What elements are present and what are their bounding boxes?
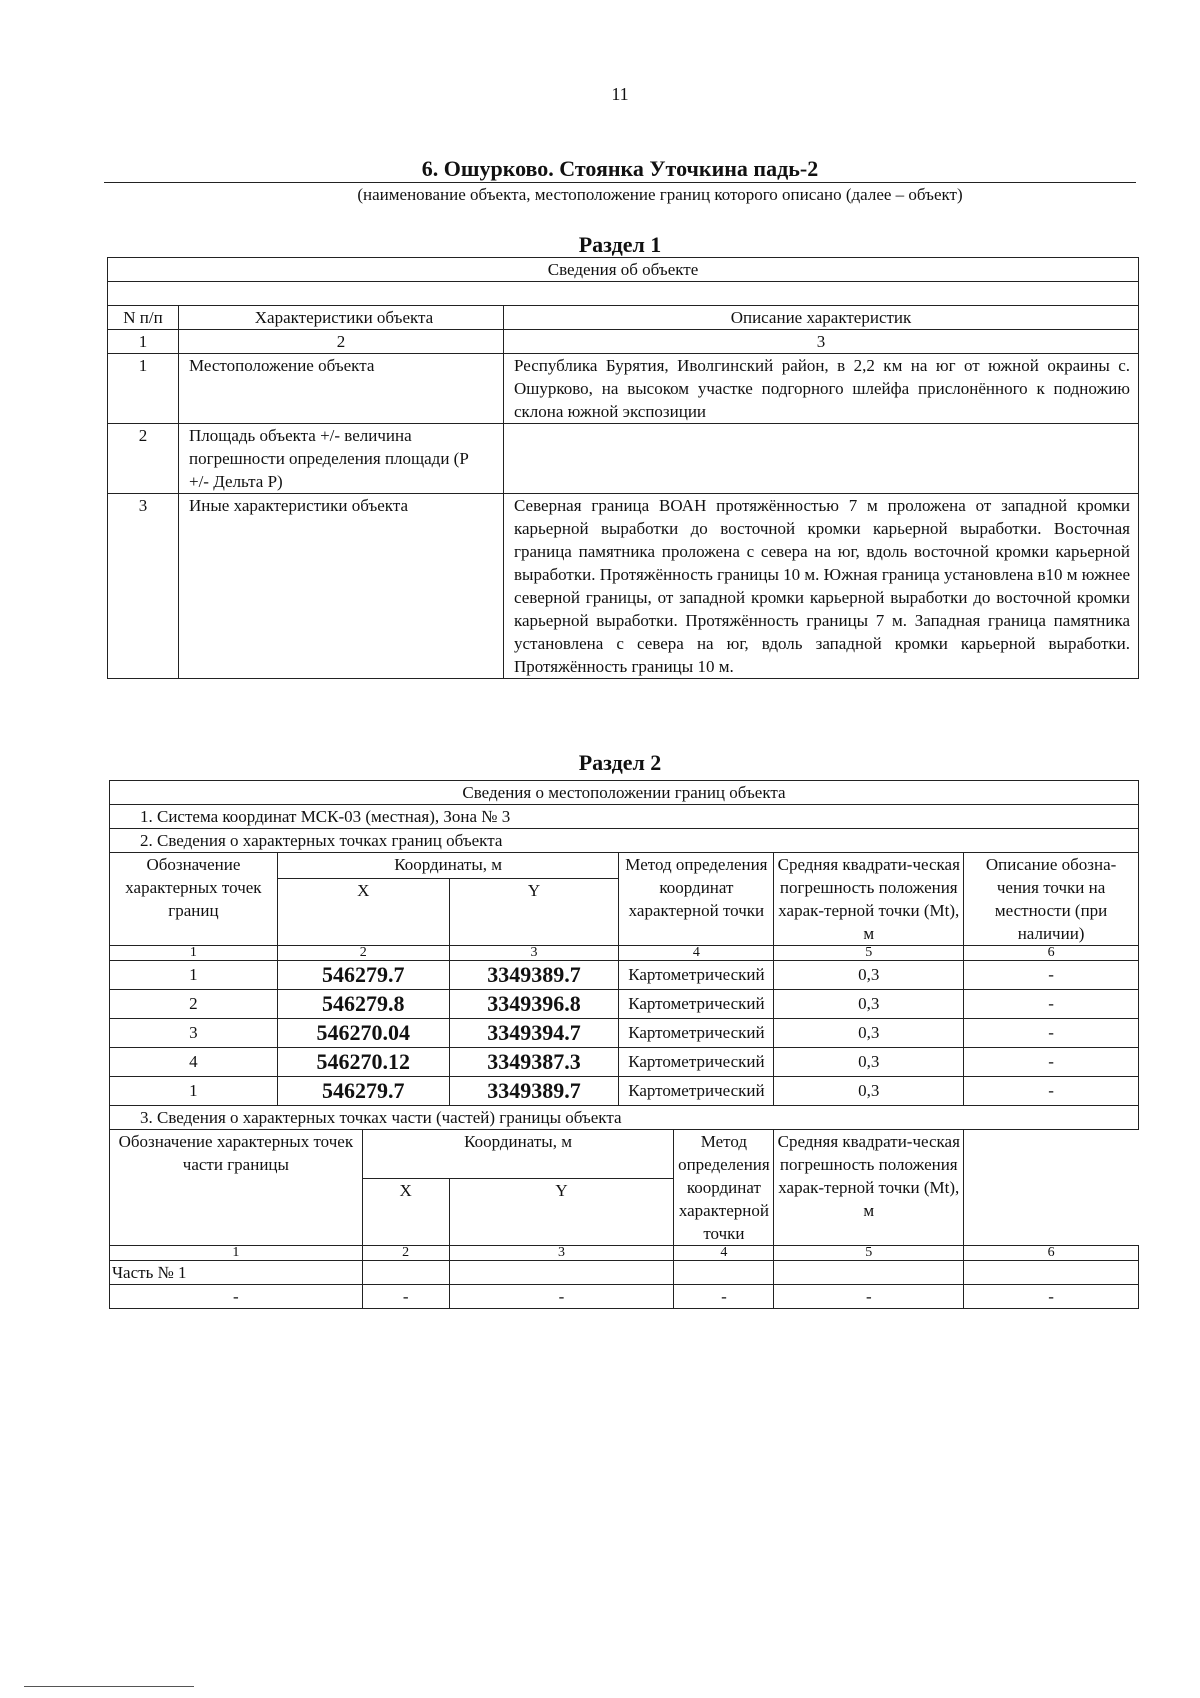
header-characteristic: Характеристики объекта — [179, 306, 504, 330]
point-id: 1 — [110, 961, 278, 990]
col-number: 1 — [110, 946, 278, 961]
point-id: 2 — [110, 990, 278, 1019]
header-y: Y — [449, 879, 619, 946]
header-description: Описание характеристик — [504, 306, 1139, 330]
point-method: Картометрический — [619, 1048, 774, 1077]
point-error: 0,3 — [774, 990, 964, 1019]
point-desc: - — [964, 961, 1139, 990]
point-desc: - — [964, 1077, 1139, 1106]
table-row — [108, 494, 1139, 679]
table-row — [110, 1285, 1139, 1309]
object-caption: (наименование объекта, местоположение границ которого описано (далее – объект) — [357, 185, 963, 204]
col-number: 5 — [774, 946, 964, 961]
col-number: 1 — [110, 1246, 363, 1261]
row-description: Северная граница ВОАН протяжённостью 7 м проложена от западной кромки карьерной выработки до восточной кромки карьерной выработки. Восточная граница памятника проложена с севера на юг, вдоль восточной кромки карьерной выработки. Протяжённость границы 10 м. Южная граница установлена в10 м южнее северной границы, от западной кромки карьерной выработки до восточной кромки карьерной выработки. Протяжённость границы 7 м. Западная граница памятника установлена с севера на юг, вдоль западной кромки карьерной выработки. Протяжённость границы 10 м. — [504, 494, 1139, 679]
parts-section-label: 3. Сведения о характерных точках части (частей) границы объекта — [110, 1106, 1139, 1130]
row-characteristic: Местоположение объекта — [179, 354, 504, 424]
object-title: 6. Ошурково. Стоянка Уточкина падь-2 — [421, 156, 819, 181]
point-method: Картометрический — [619, 990, 774, 1019]
part-header-method: Метод определения координат характерной точки — [674, 1130, 774, 1246]
header-error: Средняя квадрати-ческая погрешность положения харак-терной точки (Mt), м — [774, 853, 964, 946]
col-number: 2 — [179, 330, 504, 354]
table-row — [110, 990, 1139, 1019]
row-characteristic: Иные характеристики объекта — [179, 494, 504, 679]
part-header-point: Обозначение характерных точек части границы — [110, 1130, 363, 1246]
row-number: 2 — [108, 424, 179, 494]
row-description — [504, 424, 1139, 494]
part-cell: - — [449, 1285, 674, 1309]
row-number: 3 — [108, 494, 179, 679]
point-desc: - — [964, 1019, 1139, 1048]
col-number: 3 — [449, 946, 619, 961]
header-row — [108, 306, 1139, 330]
point-id: 3 — [110, 1019, 278, 1048]
point-error: 0,3 — [774, 1048, 964, 1077]
page-number: 11 — [611, 84, 629, 104]
coordinate-system: 1. Система координат МСК-03 (местная), Зона № 3 — [110, 805, 1139, 829]
table-row — [110, 961, 1139, 990]
table-row — [108, 354, 1139, 424]
point-y: 3349387.3 — [449, 1048, 619, 1077]
point-x: 546279.7 — [277, 961, 449, 990]
point-error: 0,3 — [774, 1077, 964, 1106]
point-x: 546270.04 — [277, 1019, 449, 1048]
point-y: 3349396.8 — [449, 990, 619, 1019]
header-point: Обозначение характерных точек границ — [110, 853, 278, 946]
col-number: 6 — [964, 1246, 1139, 1261]
column-number-row — [108, 330, 1139, 354]
part-header-error: Средняя квадрати-ческая погрешность положения харак-терной точки (Mt), м — [774, 1130, 964, 1246]
point-y: 3349389.7 — [449, 1077, 619, 1106]
header-coords: Координаты, м — [277, 853, 619, 879]
parts-header-row — [110, 1130, 1139, 1179]
part-label: Часть № 1 — [110, 1261, 363, 1285]
point-id: 4 — [110, 1048, 278, 1077]
row-characteristic: Площадь объекта +/- величина погрешности определения площади (Р +/- Дельта Р) — [179, 424, 504, 494]
col-number: 3 — [449, 1246, 674, 1261]
col-number: 4 — [674, 1246, 774, 1261]
point-method: Картометрический — [619, 961, 774, 990]
col-number: 6 — [964, 946, 1139, 961]
point-x: 546279.7 — [277, 1077, 449, 1106]
header-desc: Описание обозна-чения точки на местности (при наличии) — [964, 853, 1139, 946]
row-number: 1 — [108, 354, 179, 424]
table-row — [108, 424, 1139, 494]
header-method: Метод определения координат характерной точки — [619, 853, 774, 946]
point-error: 0,3 — [774, 1019, 964, 1048]
row-description: Республика Бурятия, Иволгинский район, в 2,2 км на юг от южной окраины с. Ошурково, на высоком участке подгорного шлейфа прислонённого к подножию склона южной экспозиции — [504, 354, 1139, 424]
column-number-row — [110, 946, 1139, 961]
object-info-table-title: Сведения об объекте — [108, 258, 1139, 282]
part-header-y: Y — [449, 1179, 674, 1246]
point-desc: - — [964, 990, 1139, 1019]
col-number: 2 — [362, 1246, 449, 1261]
table-row — [110, 1019, 1139, 1048]
part-cell: - — [964, 1285, 1139, 1309]
col-number: 1 — [108, 330, 179, 354]
boundary-info-table — [109, 780, 1139, 1309]
part-cell: - — [774, 1285, 964, 1309]
part-cell: - — [674, 1285, 774, 1309]
column-number-row — [110, 1246, 1139, 1261]
point-x: 546279.8 — [277, 990, 449, 1019]
table-row — [110, 1261, 1139, 1285]
section1-heading: Раздел 1 — [578, 232, 662, 257]
spacer-row — [108, 282, 1139, 306]
part-cell: - — [362, 1285, 449, 1309]
points-section-label: 2. Сведения о характерных точках границ объекта — [110, 829, 1139, 853]
point-id: 1 — [110, 1077, 278, 1106]
boundary-table-title: Сведения о местоположении границ объекта — [110, 781, 1139, 805]
part-cell: - — [110, 1285, 363, 1309]
section2-heading: Раздел 2 — [578, 750, 662, 775]
point-x: 546270.12 — [277, 1048, 449, 1077]
points-header-row — [110, 853, 1139, 879]
title-underline — [104, 182, 1136, 183]
col-number: 5 — [774, 1246, 964, 1261]
point-method: Картометрический — [619, 1077, 774, 1106]
table-row — [110, 1077, 1139, 1106]
col-number: 4 — [619, 946, 774, 961]
col-number: 2 — [277, 946, 449, 961]
point-method: Картометрический — [619, 1019, 774, 1048]
object-info-table — [107, 257, 1139, 679]
part-header-coords: Координаты, м — [362, 1130, 674, 1179]
col-number: 3 — [504, 330, 1139, 354]
point-y: 3349389.7 — [449, 961, 619, 990]
header-x: X — [277, 879, 449, 946]
point-desc: - — [964, 1048, 1139, 1077]
point-y: 3349394.7 — [449, 1019, 619, 1048]
part-header-x: X — [362, 1179, 449, 1246]
footer-rule — [24, 1686, 194, 1687]
point-error: 0,3 — [774, 961, 964, 990]
table-row — [110, 1048, 1139, 1077]
header-num: N п/п — [108, 306, 179, 330]
